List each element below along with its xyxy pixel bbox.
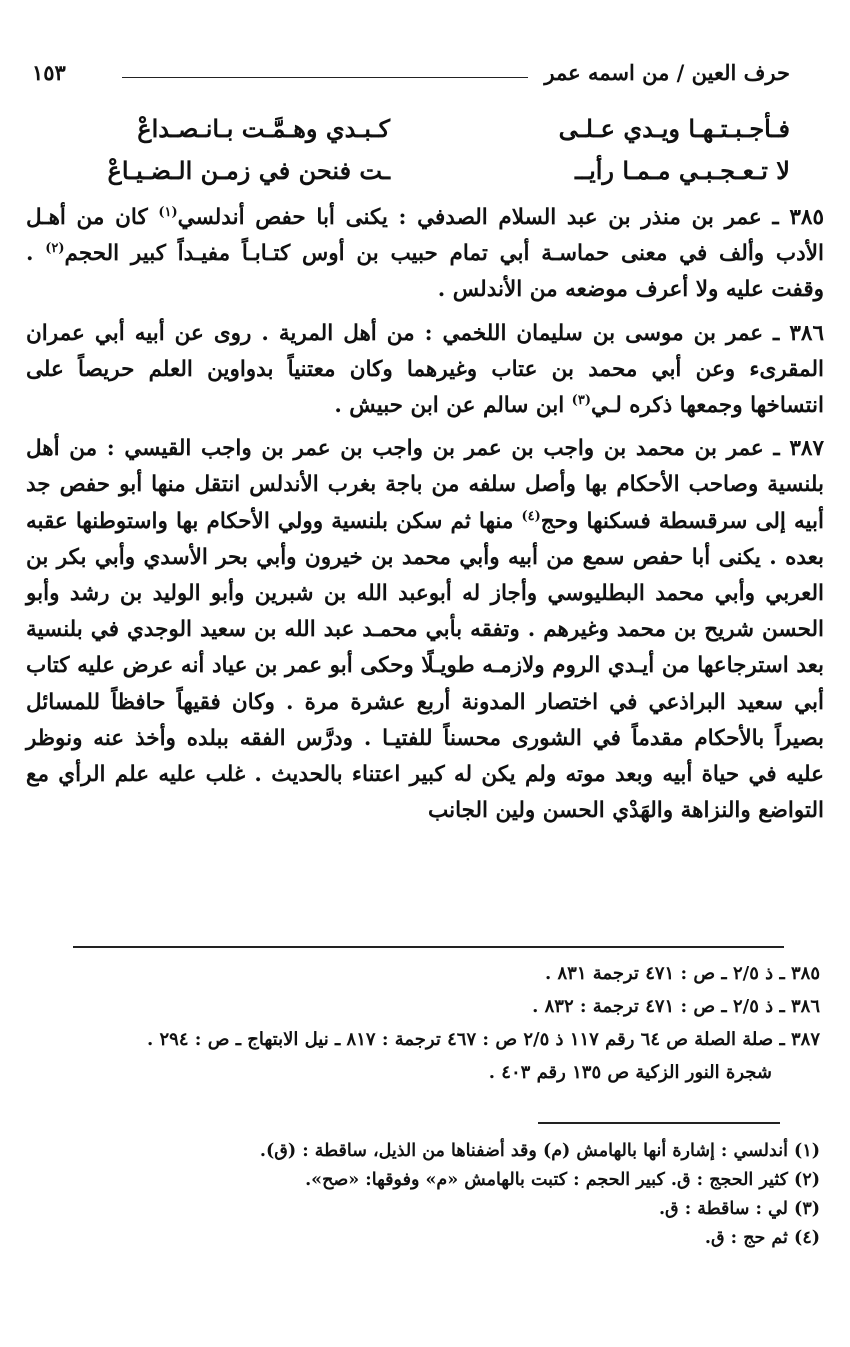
sources-divider (73, 946, 784, 948)
verse-second-hemistich: كـبـدي وهـمَّـت بـانـصـداعْ (137, 114, 390, 143)
source-line: ٣٨٧ ـ صلة الصلة ص ٦٤ رقم ١١٧ ذ ٢/٥ ص : ٤٦٧ ترجمة : ٨١٧ ـ نيل الابتهاج ـ ص : ٢٩٤ . (146, 1029, 820, 1050)
page-number: ١٥٣ (32, 60, 66, 85)
verse-line (30, 114, 790, 152)
verse-first-hemistich: لا تـعـجـبـي مـمـا رأيــ (575, 156, 790, 185)
running-header (32, 60, 790, 88)
entry-386: ٣٨٦ ـ عمر بن موسى بن سليمان اللخمي : من أهل المرية . روى عن أبيه أبي عمران المقرىء وعن أبي محمد بن عتاب وغيرهما وكان معتنياً بدواوين العلم حريصاً على انتساخها وجمعها ذكره لـي$^{(٣)}$ ابن سالم عن ابن حبيش . (26, 320, 824, 419)
source-line: ٣٨٥ ـ ذ ٢/٥ ـ ص : ٤٧١ ترجمة ٨٣١ . (544, 963, 820, 984)
header-title: حرف العين / من اسمه عمر (544, 60, 790, 85)
verse-line (30, 156, 790, 194)
footnote: (٤) ثم حج : ق. (704, 1228, 820, 1248)
verse-first-hemistich: فـأجـبـتـهـا ويـدي عـلـى (558, 114, 790, 143)
entry-387: ٣٨٧ ـ عمر بن محمد بن واجب بن عمر بن واجب بن عمر بن واجب القيسي : من أهل بلنسية وصاحب الأحكام بها وأصل سلفه من باجة بغرب الأندلس انتقل منها أبو حفص جد أبيه إلى سرقسطة فسكنها وحج$^{(٤)}$ منها ثم سكن بلنسية وولي الأحكام بها واستوطنها عقبه بعده . يكنى أبا حفص سمع من أبيه وأبي محمد بن خيرون وأبي بحر الأسدي وأبي بكر بن العربي وأبي محمد البطليوسي وأجاز له أبوعبد الله بن شبرين وأبو الوليد بن رشد وأبو الحسن شريح بن محمد وغيرهم . وتفقه بأبي محمـد عبد الله بن سعيد الوجدي في بلنسية بعد استرجاعها من أيـدي الروم ولازمـه طويـلًا وحكى أبو عمر بن عياد أنه عرض عليه كتاب أبي سعيد البراذعي في اختصار المدونة أربع عشرة مرة . وكان فقيهاً حافظاً للمسائل بصيراً بالأحكام مقدماً في الشورى محسناً للفتيـا . ودرَّس الفقه ببلده وأخذ عنه ونوظر عليه في حياة أبيه وبعد موته ولم يكن له كبير اعتناء بالحديث . غلب عليه علم الرأي مع التواضع والنزاهة والهَدْي الحسن ولين الجانب (26, 436, 825, 824)
verse-second-hemistich: ـت فنحن في زمـن الـضـيـاعْ (107, 156, 390, 185)
footnote: (٢) كثير الحجج : ق. كبير الحجم : كتبت بالهامش «م» وفوقها: «صح». (305, 1170, 820, 1190)
footnote-ref: (٣) (571, 392, 591, 408)
footnote: (١) أندلسي : إشارة أنها بالهامش (م) وقد أضفناها من الذيل، ساقطة : (ق). (259, 1141, 820, 1161)
header-rule (122, 77, 528, 78)
footnote-ref: (١) (158, 204, 178, 220)
footnote-ref: (٤) (521, 508, 541, 524)
source-line: شجرة النور الزكية ص ١٣٥ رقم ٤٠٣ . (488, 1062, 772, 1083)
source-line: ٣٨٦ ـ ذ ٢/٥ ـ ص : ٤٧١ ترجمة : ٨٣٢ . (532, 996, 820, 1017)
footnote-ref: (٢) (45, 241, 65, 257)
entry-385: ٣٨٥ ـ عمر بن منذر بن عبد السلام الصدفي : يكنى أبا حفص أندلسي$^{(١)}$ كان من أهـل الأدب وألف في معنى حماسـة أبي تمام حبيب بن أوس كتـابـاً مفيـداً كبير الحجم$^{(٢)}$ . وقفت عليه ولا أعرف موضعه من الأندلس . (26, 204, 824, 303)
footnote: (٣) لي : ساقطة : ق. (658, 1199, 820, 1219)
sources-list (30, 957, 820, 1089)
footnotes (30, 1137, 820, 1253)
main-text (26, 200, 824, 829)
footnotes-divider (538, 1122, 780, 1124)
